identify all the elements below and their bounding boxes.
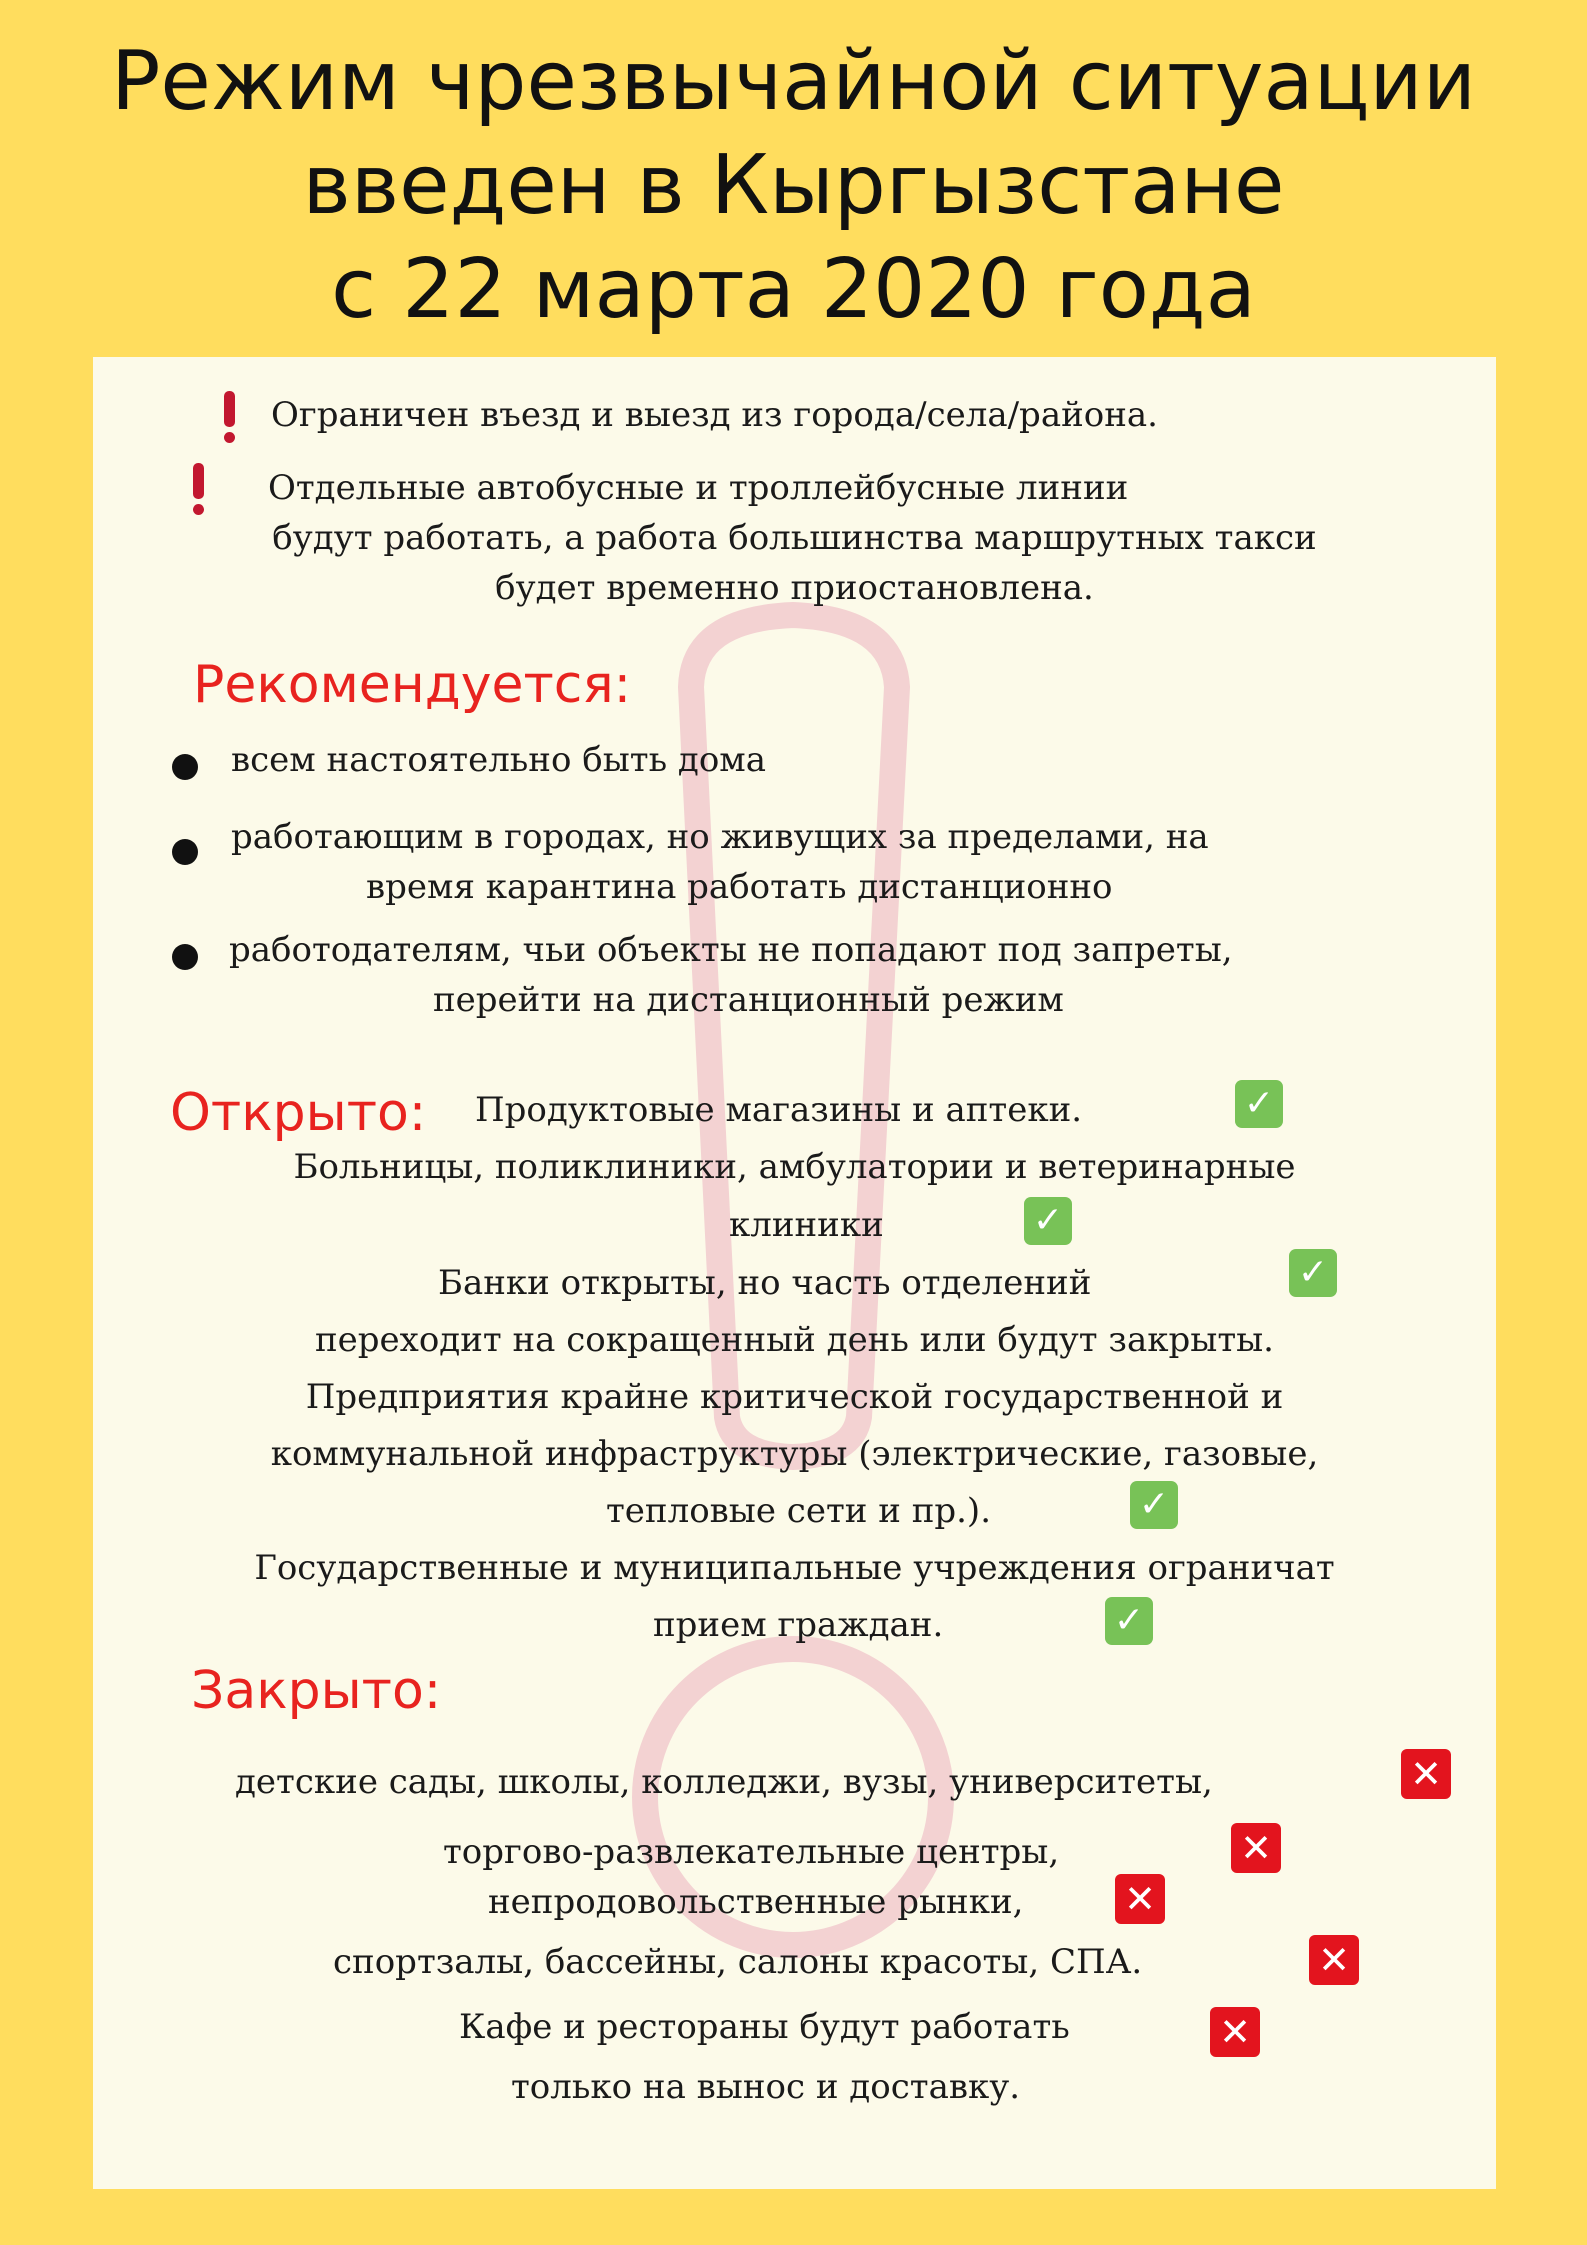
- check-mark-icon: ✓: [1235, 1080, 1283, 1128]
- closed-heading: Закрыто:: [191, 1661, 442, 1721]
- open-item: клиники: [729, 1205, 884, 1245]
- cross-mark-icon: ✕: [1115, 1874, 1165, 1924]
- open-item: тепловые сети и пр.).: [606, 1491, 992, 1531]
- bullet-icon: [172, 839, 198, 865]
- content-panel: [93, 357, 1496, 2189]
- open-item: Предприятия крайне критической государственной и: [305, 1377, 1284, 1417]
- check-mark-icon: ✓: [1130, 1481, 1178, 1529]
- title-line-1: Режим чрезвычайной ситуации: [110, 34, 1477, 129]
- cross-mark-icon: ✕: [1231, 1823, 1281, 1873]
- closed-item: детские сады, школы, колледжи, вузы, университеты,: [235, 1762, 1213, 1802]
- open-item: Банки открыты, но часть отделений: [438, 1263, 1092, 1303]
- cross-mark-icon: ✕: [1210, 2007, 1260, 2057]
- open-item: коммунальной инфраструктуры (электрические, газовые,: [270, 1434, 1319, 1474]
- open-item: прием граждан.: [653, 1605, 944, 1645]
- cross-mark-icon: ✕: [1309, 1935, 1359, 1985]
- closed-item: только на вынос и доставку.: [511, 2067, 1021, 2107]
- closed-item: непродовольственные рынки,: [488, 1882, 1024, 1922]
- exclamation-icon: [224, 391, 236, 443]
- recommendation-item: время карантина работать дистанционно: [366, 867, 1113, 907]
- check-mark-icon: ✓: [1105, 1597, 1153, 1645]
- closed-item: торгово-развлекательные центры,: [443, 1832, 1060, 1872]
- recommendation-item: всем настоятельно быть дома: [231, 740, 767, 780]
- open-item: Продуктовые магазины и аптеки.: [475, 1090, 1083, 1130]
- bullet-icon: [172, 754, 198, 780]
- open-item: переходит на сокращенный день или будут закрыты.: [314, 1320, 1274, 1360]
- open-item: Больницы, поликлиники, амбулатории и ветеринарные: [293, 1147, 1296, 1187]
- check-mark-icon: ✓: [1289, 1249, 1337, 1297]
- restriction-entry-exit: Ограничен въезд и выезд из города/села/района.: [271, 395, 1158, 435]
- restriction-transport-line: Отдельные автобусные и троллейбусные линии: [268, 468, 1129, 508]
- closed-item: спортзалы, бассейны, салоны красоты, СПА.: [333, 1942, 1143, 1982]
- recommended-heading: Рекомендуется:: [193, 655, 632, 715]
- cross-mark-icon: ✕: [1401, 1749, 1451, 1799]
- exclamation-icon: [193, 463, 205, 515]
- title-line-2: введен в Кыргызстане: [302, 138, 1285, 233]
- bullet-icon: [172, 944, 198, 970]
- closed-item: Кафе и рестораны будут работать: [459, 2007, 1070, 2047]
- title-line-3: с 22 марта 2020 года: [331, 242, 1256, 337]
- restriction-transport-line: будет временно приостановлена.: [495, 568, 1094, 608]
- check-mark-icon: ✓: [1024, 1197, 1072, 1245]
- recommendation-item: работающим в городах, но живущих за пределами, на: [231, 817, 1209, 857]
- recommendation-item: перейти на дистанционный режим: [433, 980, 1064, 1020]
- open-item: Государственные и муниципальные учреждения ограничат: [254, 1548, 1335, 1588]
- open-heading: Открыто:: [170, 1083, 427, 1143]
- restriction-transport-line: будут работать, а работа большинства маршрутных такси: [272, 518, 1317, 558]
- poster-title: [0, 30, 1587, 342]
- recommendation-item: работодателям, чьи объекты не попадают под запреты,: [229, 930, 1233, 970]
